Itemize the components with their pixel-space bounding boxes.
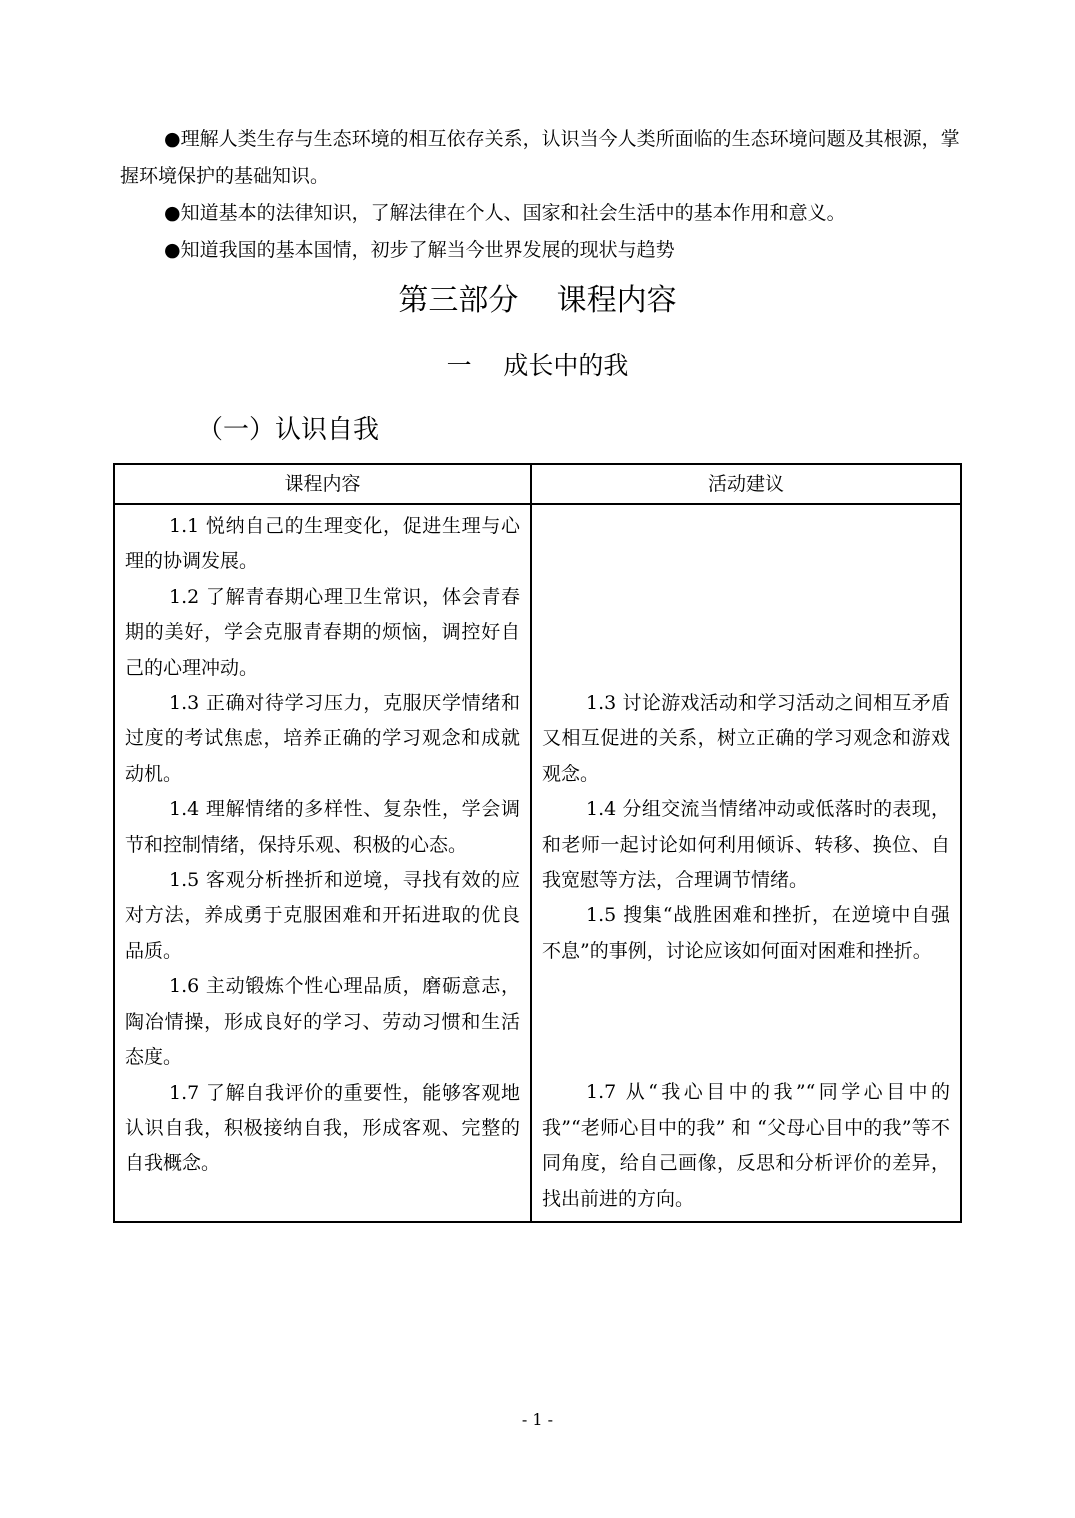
section-title: 一 成长中的我 xyxy=(446,351,629,380)
intro-paragraph: ●知道我国的基本国情，初步了解当今世界发展的现状与趋势 xyxy=(164,239,675,261)
activity-item: 1.3 讨论游戏活动和学习活动之间相互矛盾又相互促进的关系，树立正确的学习观念和游戏观念。 xyxy=(542,691,950,785)
course-table xyxy=(113,463,962,1223)
content-item: 1.1 悦纳自己的生理变化，促进生理与心理的协调发展。 xyxy=(125,515,520,573)
activity-item: 1.4 分组交流当情绪冲动或低落时的表现，和老师一起讨论如何利用倾诉、转移、换位、自我宽慰等方法，合理调节情绪。 xyxy=(542,798,950,891)
header-activity-suggestion: 活动建议 xyxy=(531,464,961,504)
content-item: 1.3 正确对待学习压力，克服厌学情绪和过度的考试焦虑，培养正确的学习观念和成就动机。 xyxy=(125,692,520,785)
part-title: 第三部分 课程内容 xyxy=(398,283,677,318)
intro-text xyxy=(120,121,962,269)
content-item: 1.5 客观分析挫折和逆境，寻找有效的应对方法，养成勇于克服困难和开拓进取的优良品质。 xyxy=(125,869,520,962)
intro-paragraph: ●知道基本的法律知识，了解法律在个人、国家和社会生活中的基本作用和意义。 xyxy=(164,202,846,224)
subsection-title: （一）认识自我 xyxy=(197,415,380,445)
intro-paragraph: ●理解人类生存与生态环境的相互依存关系，认识当今人类所面临的生态环境问题及其根源，掌握环境保护的基础知识。 xyxy=(120,128,960,187)
activity-item: 1.7 从“我心目中的我”“同学心目中的我”“老师心目中的我” 和 “父母心目中的我”等不同角度，给自己画像，反思和分析评价的差异，找出前进的方向。 xyxy=(542,1081,950,1210)
page-number: - 1 - xyxy=(521,1410,554,1429)
content-item: 1.2 了解青春期心理卫生常识，体会青春期的美好，学会克服青春期的烦恼，调控好自己的心理冲动。 xyxy=(125,585,520,679)
table-row xyxy=(114,504,961,1222)
activity-item: 1.5 搜集“战胜困难和挫折，在逆境中自强不息”的事例，讨论应该如何面对困难和挫折。 xyxy=(542,904,950,962)
header-course-content: 课程内容 xyxy=(114,464,531,504)
content-item: 1.7 了解自我评价的重要性，能够客观地认识自我，积极接纳自我，形成客观、完整的自我概念。 xyxy=(125,1081,520,1175)
content-item: 1.6 主动锻炼个性心理品质，磨砺意志，陶冶情操，形成良好的学习、劳动习惯和生活态度。 xyxy=(125,975,520,1069)
course-content-cell xyxy=(114,504,531,1222)
table-header-row xyxy=(114,464,961,504)
content-item: 1.4 理解情绪的多样性、复杂性，学会调节和控制情绪，保持乐观、积极的心态。 xyxy=(125,798,520,856)
activity-suggestion-cell xyxy=(531,504,961,1222)
